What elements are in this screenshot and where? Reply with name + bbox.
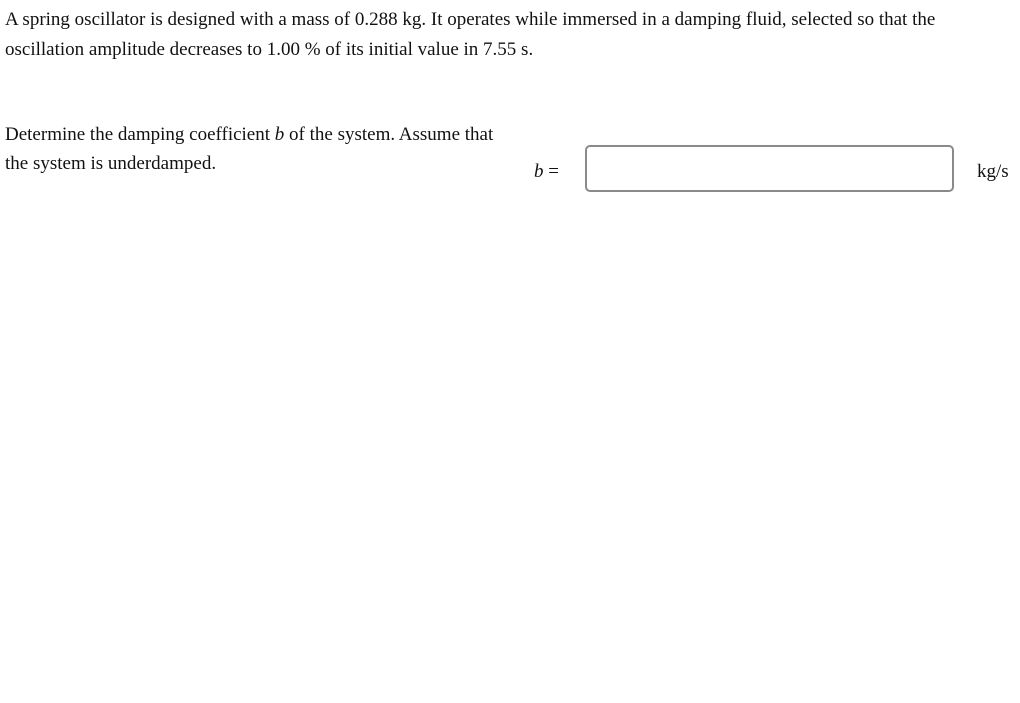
question-variable: b [274, 124, 285, 145]
question-text-start: Determine the damping coefficient [5, 124, 275, 145]
answer-label [534, 160, 559, 184]
damping-coefficient-input[interactable] [585, 145, 954, 192]
answer-unit: kg/s [977, 161, 1009, 182]
problem-question [5, 120, 495, 178]
problem-intro: A spring oscillator is designed with a mass of 0.288 kg. It operates while immersed in a damping fluid, selected so that the oscillation amplitude decreases to 1.00 % of its initial value in 7.55 s. [5, 9, 936, 60]
answer-variable: b [534, 161, 544, 182]
question-text-end: of the system. Assume that the system is underdamped. [5, 124, 494, 174]
answer-equals: = [543, 161, 559, 182]
